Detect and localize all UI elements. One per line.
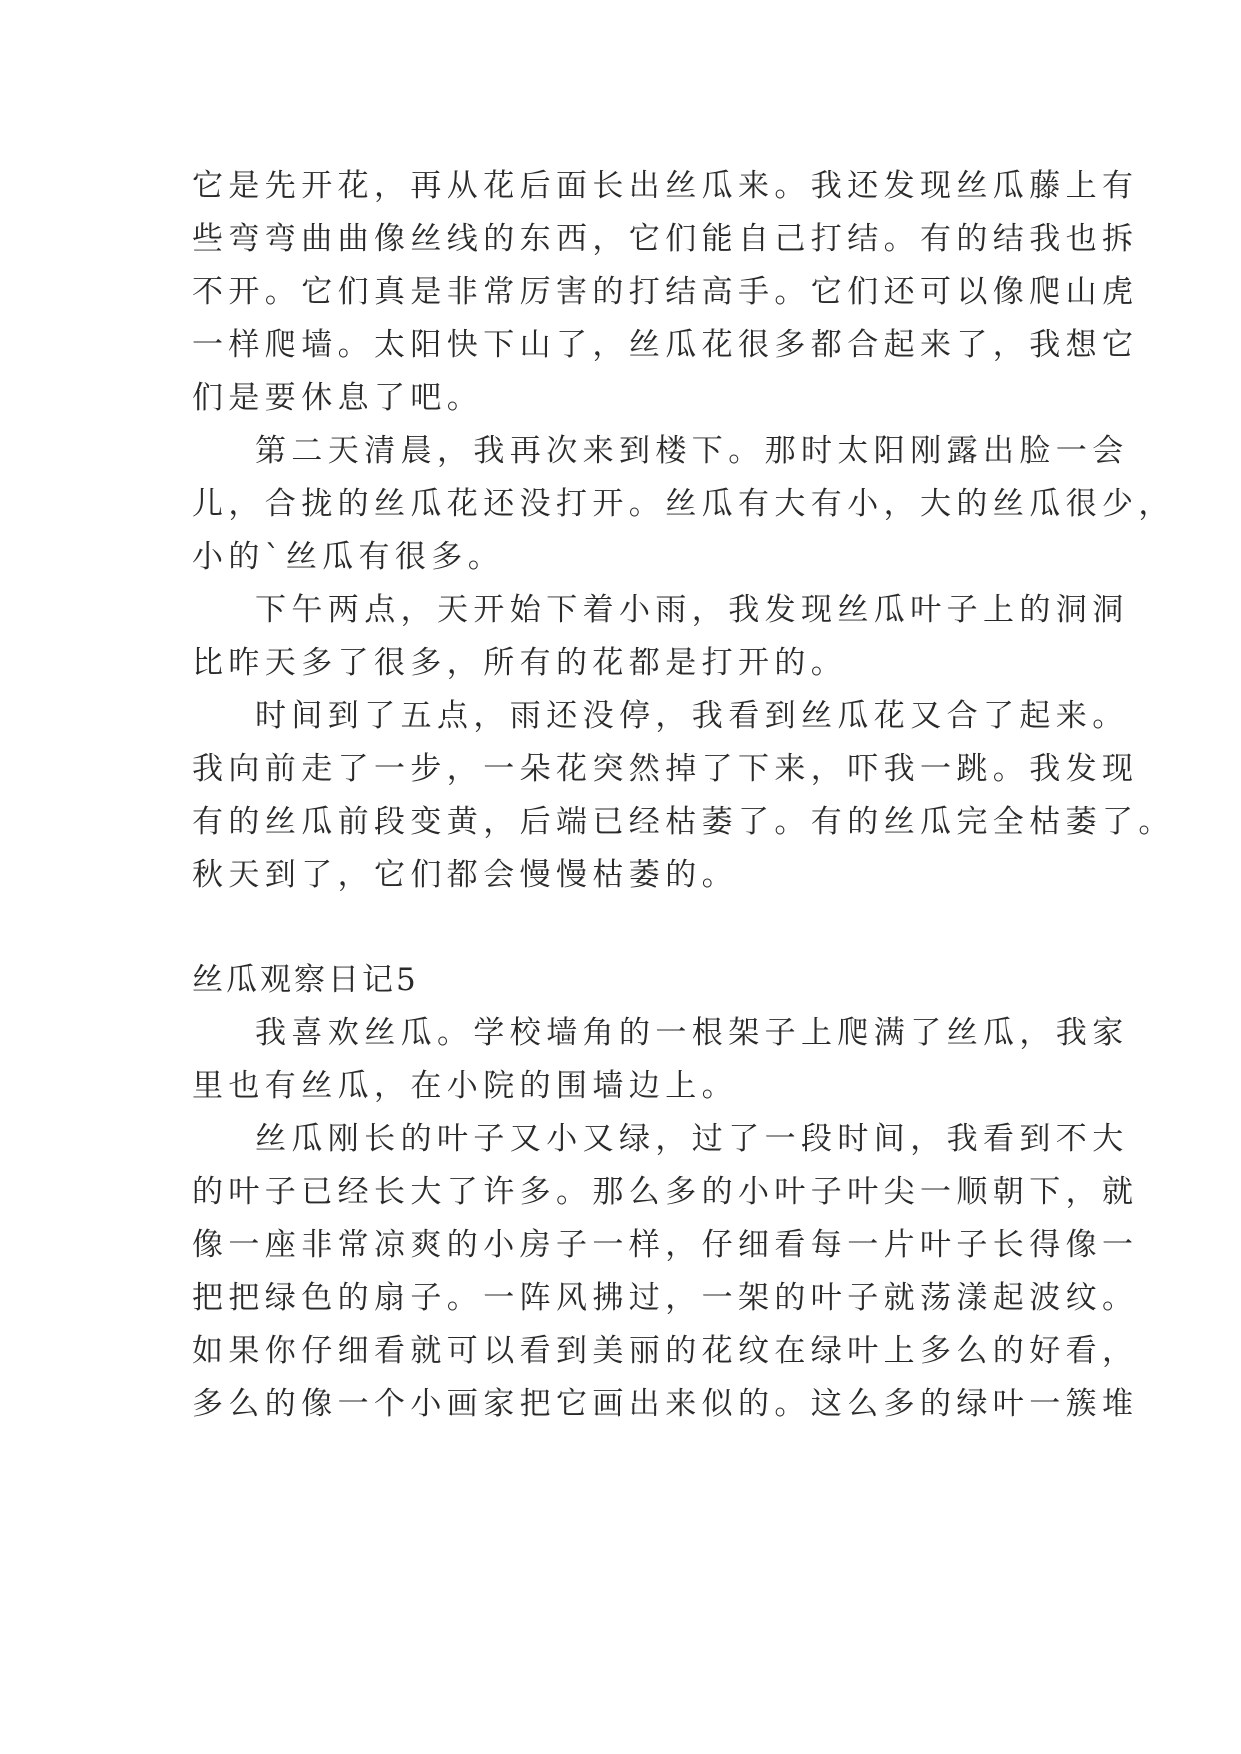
text-line: 些弯弯曲曲像丝线的东西，它们能自己打结。有的结我也拆: [192, 221, 1139, 257]
text-line: 们是要休息了吧。: [192, 380, 484, 416]
text-line: 如果你仔细看就可以看到美丽的花纹在绿叶上多么的好看，: [192, 1333, 1139, 1369]
text-line: 一样爬墙。太阳快下山了，丝瓜花很多都合起来了，我想它: [192, 327, 1139, 363]
text-line: 里也有丝瓜，在小院的围墙边上。: [192, 1068, 738, 1104]
text-line: 小的`丝瓜有很多。: [192, 539, 505, 575]
text-line: 有的丝瓜前段变黄，后端已经枯萎了。有的丝瓜完全枯萎了。: [192, 804, 1175, 840]
text-line: 儿，合拢的丝瓜花还没打开。丝瓜有大有小，大的丝瓜很少，: [192, 486, 1175, 522]
text-line: 的叶子已经长大了许多。那么多的小叶子叶尖一顺朝下，就: [192, 1174, 1139, 1210]
text-line: 像一座非常凉爽的小房子一样，仔细看每一片叶子长得像一: [192, 1227, 1139, 1263]
text-line: 比昨天多了很多，所有的花都是打开的。: [192, 645, 848, 681]
text-line: 把把绿色的扇子。一阵风拂过，一架的叶子就荡漾起波纹。: [192, 1280, 1139, 1316]
paragraph-first-line: 时间到了五点，雨还没停，我看到丝瓜花又合了起来。: [255, 698, 1129, 734]
section-heading: 丝瓜观察日记5: [192, 962, 419, 998]
paragraph-first-line: 丝瓜刚长的叶子又小又绿，过了一段时间，我看到不大: [255, 1121, 1129, 1157]
text-line: 秋天到了，它们都会慢慢枯萎的。: [192, 857, 738, 893]
text-line: 多么的像一个小画家把它画出来似的。这么多的绿叶一簇堆: [192, 1386, 1139, 1422]
text-line: 不开。它们真是非常厉害的打结高手。它们还可以像爬山虎: [192, 274, 1139, 310]
text-line: 它是先开花，再从花后面长出丝瓜来。我还发现丝瓜藤上有: [192, 168, 1139, 204]
paragraph-first-line: 下午两点，天开始下着小雨，我发现丝瓜叶子上的洞洞: [255, 592, 1129, 628]
paragraph-first-line: 第二天清晨，我再次来到楼下。那时太阳刚露出脸一会: [255, 433, 1129, 469]
paragraph-first-line: 我喜欢丝瓜。学校墙角的一根架子上爬满了丝瓜，我家: [255, 1015, 1129, 1051]
text-line: 我向前走了一步，一朵花突然掉了下来，吓我一跳。我发现: [192, 751, 1139, 787]
